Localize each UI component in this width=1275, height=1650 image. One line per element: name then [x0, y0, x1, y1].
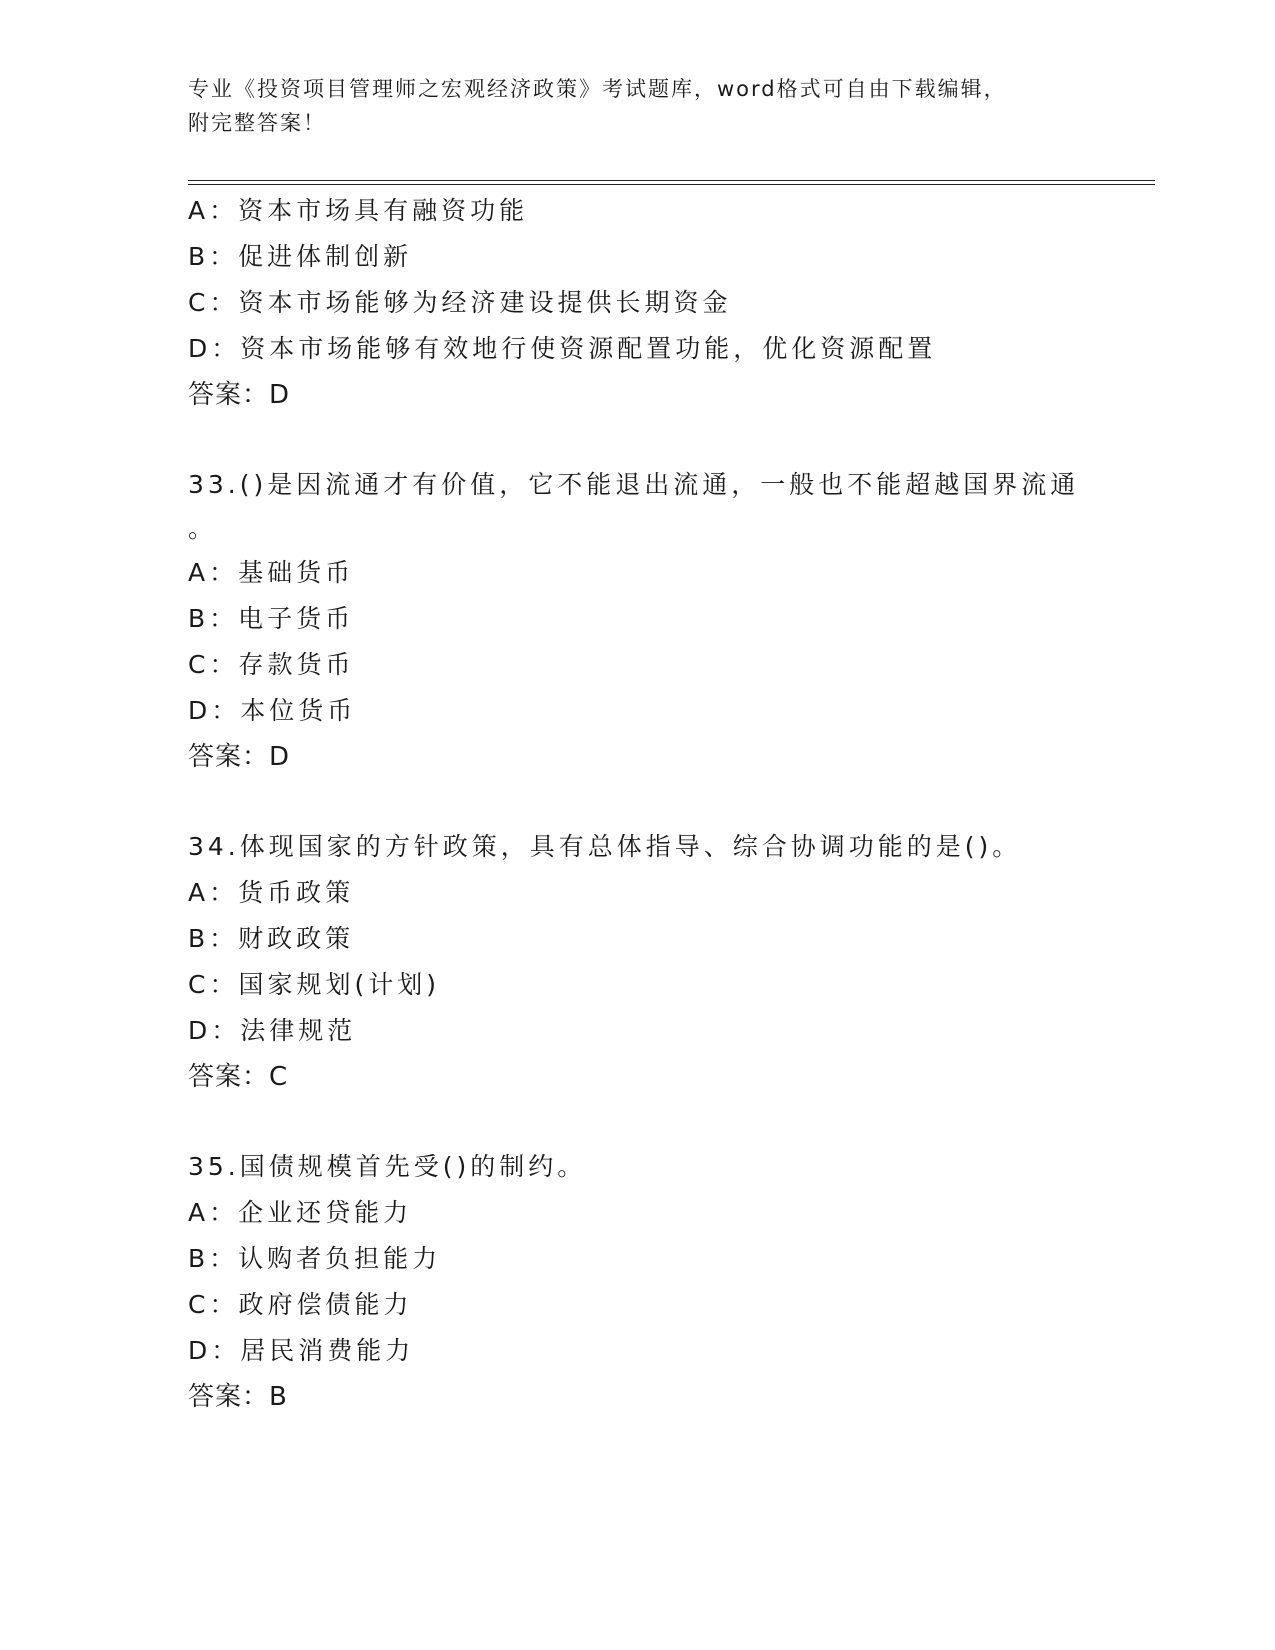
option-d: D：本位货币 — [188, 696, 357, 725]
block-spacer — [188, 418, 1128, 462]
option-b: B：电子货币 — [188, 604, 355, 633]
option-a: A：基础货币 — [188, 558, 355, 587]
header-divider-bottom — [188, 184, 1155, 185]
document-header — [188, 72, 1068, 140]
answer-line: 答案：D — [188, 380, 291, 410]
question-block-34 — [188, 824, 1128, 1100]
option-b: B：财政政策 — [188, 924, 355, 953]
header-divider-top — [188, 180, 1155, 181]
option-d: D：法律规范 — [188, 1016, 357, 1045]
block-spacer — [188, 780, 1128, 824]
question-text-continuation: 。 — [188, 514, 218, 543]
option-a: A：货币政策 — [188, 878, 355, 907]
option-d: D：资本市场能够有效地行使资源配置功能，优化资源配置 — [188, 334, 937, 363]
option-c: C：存款货币 — [188, 650, 355, 679]
question-text: 34.体现国家的方针政策，具有总体指导、综合协调功能的是()。 — [188, 832, 1022, 861]
answer-line: 答案：D — [188, 742, 291, 772]
answer-line: 答案：C — [188, 1062, 289, 1092]
answer-line: 答案：B — [188, 1382, 288, 1412]
question-block-35 — [188, 1144, 1128, 1420]
option-c: C：国家规划(计划) — [188, 970, 440, 999]
question-block-32 — [188, 188, 1128, 418]
block-spacer — [188, 1100, 1128, 1144]
option-b: B：认购者负担能力 — [188, 1244, 442, 1273]
option-c: C：资本市场能够为经济建设提供长期资金 — [188, 288, 732, 317]
question-list — [188, 188, 1128, 1420]
option-b: B：促进体制创新 — [188, 242, 413, 271]
question-block-33 — [188, 462, 1128, 780]
header-line-2: 附完整答案！ — [188, 111, 326, 135]
question-text: 35.国债规模首先受()的制约。 — [188, 1152, 587, 1181]
option-a: A：企业还贷能力 — [188, 1198, 413, 1227]
header-line-1: 专业《投资项目管理师之宏观经济政策》考试题库，word格式可自由下载编辑， — [188, 77, 1007, 101]
option-d: D：居民消费能力 — [188, 1336, 415, 1365]
option-c: C：政府偿债能力 — [188, 1290, 413, 1319]
question-text: 33.()是因流通才有价值，它不能退出流通，一般也不能超越国界流通 — [188, 470, 1080, 499]
option-a: A：资本市场具有融资功能 — [188, 196, 529, 225]
